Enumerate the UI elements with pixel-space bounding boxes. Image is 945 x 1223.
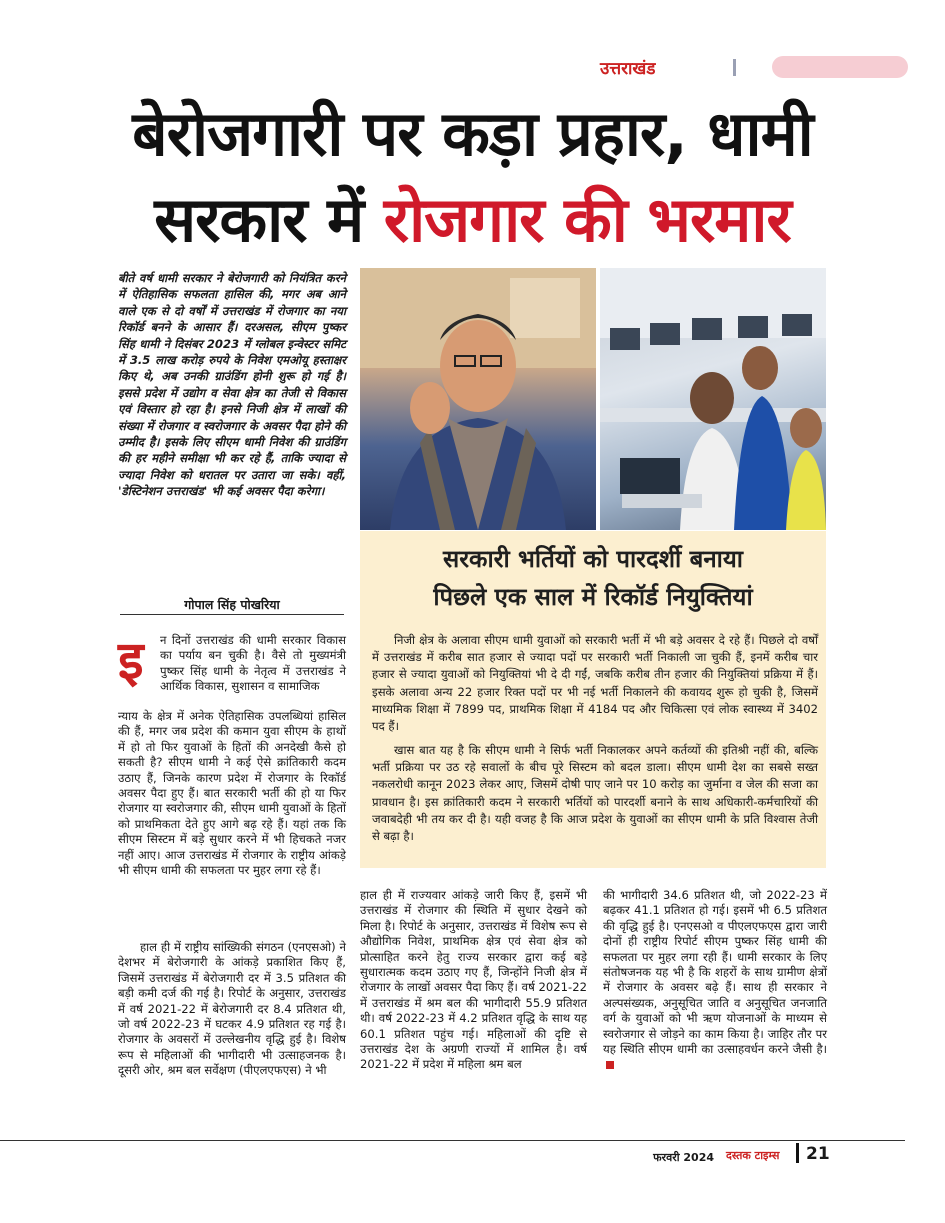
cm-portrait-photo [360,268,596,530]
body-column-1-middle: न्याय के क्षेत्र में अनेक ऐतिहासिक उपलब्धियां हासिल की हैं, मगर जब प्रदेश की कमान युवा सीएम के हाथों में हो तो फिर युवाओं के हितों की अनदेखी कैसे हो सकती है? सीएम धामी ने कई ऐसे क्रांतिकारी कदम उठाए हैं, जिनके कारण प्रदेश में रोजगार के रिकॉर्ड अवसर पैदा हुए हैं। बात सरकारी भर्ती की हो या फिर रोजगार या स्वरोजगार की, सीएम धामी युवाओं के हितों को प्राथमिकता देते हुए आगे बढ़ रहे हैं। यहां तक कि सीएम सिस्टम में बड़े सुधार करने में भी हिचकते नजर नहीं आए। आज उत्तराखंड में रोजगार के राष्ट्रीय आंकड़े भी सीएम धामी की सफलता पर मुहर लगा रहे हैं। [118,709,346,878]
footer-divider [796,1143,799,1163]
drop-cap: इ [118,631,144,691]
callout-title [380,540,806,616]
section-pill [772,56,908,78]
headline-line-1: बेरोजगारी पर कड़ा प्रहार, धामी [132,97,813,170]
byline-rule [120,614,344,615]
callout-paragraph-1: निजी क्षेत्र के अलावा सीएम धामी युवाओं को सरकारी भर्ती में भी बड़े अवसर दे रहे हैं। पिछले दो वर्षों में उत्तराखंड में करीब सात हजार से ज्यादा पदों पर सरकारी भर्ती निकाली जा चुकी हैं, इनमें करीब चार हजार से ज्यादा युवाओं को नियुक्तियां भी दे दी गईं, जबकि करीब तीन हजार की नियुक्तियां प्रक्रिया में हैं। इसके अलावा अन्य 22 हजार रिक्त पदों पर भी नई भर्ती निकालने की कवायद शुरू हो चुकी है, जिसमें माध्यमिक शिक्षा में 7899 पद, प्राथमिक शिक्षा में 4184 पद और चिकित्सा एवं लोक स्वास्थ्य में 3402 पद हैं। [372,633,818,734]
end-mark-icon [606,1061,614,1069]
footer-issue-date: फरवरी 2024 [653,1151,714,1164]
office-workers-photo [600,268,826,530]
page-number: 21 [806,1144,830,1164]
intro-paragraph: बीते वर्ष धामी सरकार ने बेरोजगारी को नियंत्रित करने में ऐतिहासिक सफलता हासिल की, मगर अब आने वाले एक से दो वर्षों में उत्तराखंड में रोजगार का नया रिकॉर्ड बनने के आसार हैं। दरअसल, सीएम पुष्कर सिंह धामी ने दिसंबर 2023 में ग्लोबल इन्वेस्टर समिट में 3.5 लाख करोड़ रुपये के निवेश एमओयू हस्ताक्षर किए थे, अब उनकी ग्राउंडिंग होनी शुरू हो गई है। इससे प्रदेश में उद्योग व सेवा क्षेत्र का तेजी से विकास एवं विस्तार हो रहा है। इनसे निजी क्षेत्र में लाखों की संख्या में रोजगार व स्वरोजगार के अवसर पैदा होने की उम्मीद है। इसके लिए सीएम धामी निवेश की ग्राउंडिंग की हर महीने समीक्षा भी कर रहे हैं, ताकि ज्यादा से ज्यादा निवेश को धरातल पर उतारा जा सके। वहीं, 'डेस्टिनेशन उत्तराखंड' भी कई अवसर पैदा करेगा। [118,271,346,499]
callout-paragraph-2: खास बात यह है कि सीएम धामी ने सिर्फ भर्ती निकालकर अपने कर्तव्यों की इतिश्री नहीं की, बल्कि भर्ती प्रक्रिया पर उठ रहे सवालों के बीच पूरे सिस्टम को बदल डाला। सीएम धामी देश का सबसे सख्त नकलरोधी कानून 2023 लेकर आए, जिसमें दोषी पाए जाने पर 10 करोड़ का जुर्माना व जेल की सजा का प्रावधान है। इस क्रांतिकारी कदम ने सरकारी भर्तियों को पारदर्शी बनाने के साथ अधिकारी-कर्मचारियों की जवाबदेही भी तय कर दी है। यही वजह है कि आज प्रदेश के युवाओं का सीएम धामी के प्रति विश्वास तेजी से बढ़ा है। [372,743,818,844]
headline-red-part: रोजगार की भरमार [383,183,791,256]
author-byline: गोपाल सिंह पोखरिया [184,597,280,612]
headline-line-2 [20,180,925,260]
body-column-1-top: न दिनों उत्तराखंड की धामी सरकार विकास का पर्याय बन चुकी है। वैसे तो मुख्यमंत्री पुष्कर सिंह धामी के नेतृत्व में उत्तराखंड ने आर्थिक विकास, सुशासन व सामाजिक [160,633,346,694]
body-column-3 [603,888,827,1073]
callout-title-line-2: पिछले एक साल में रिकॉर्ड नियुक्तियां [433,583,753,611]
body-column-2: हाल ही में राज्यवार आंकड़े जारी किए हैं, इसमें भी उत्तराखंड में रोजगार की स्थिति में सुधार देखने को मिला है। रिपोर्ट के अनुसार, उत्तराखंड में विशेष रूप से औद्योगिक निवेश, प्राथमिक क्षेत्र एवं सेवा क्षेत्र को प्रोत्साहित करने हेतु राज्य सरकार द्वारा कई बड़े सुधारात्मक कदम उठाए गए हैं, जिन्होंने निजी क्षेत्र में रोजगार के लाखों अवसर पैदा किए हैं। वर्ष 2021-22 में उत्तराखंड में श्रम बल की भागीदारी 55.9 प्रतिशत थी। वर्ष 2022-23 में 4.2 प्रतिशत वृद्धि के साथ यह 60.1 प्रतिशत पहुंच गई। महिलाओं की दृष्टि से उत्तराखंड देश के अग्रणी राज्यों में शामिल है। वर्ष 2021-22 में प्रदेश में महिला श्रम बल [360,888,587,1072]
section-divider [733,59,736,76]
body-column-3-text: की भागीदारी 34.6 प्रतिशत थी, जो 2022-23 में बढ़कर 41.1 प्रतिशत हो गई। इसमें भी 6.5 प्रतिशत की वृद्धि हुई है। एनएसओ व पीएलएफएस द्वारा जारी दोनों ही राष्ट्रीय रिपोर्ट सीएम पुष्कर सिंह धामी की सफलता पर मुहर लगा रही हैं। धामी सरकार के लिए संतोषजनक यह भी है कि शहरों के साथ ग्रामीण क्षेत्रों में रोजगार के अवसर बढ़े हैं। साथ ही सरकार ने अल्पसंख्यक, अनुसूचित जाति व अनुसूचित जनजाति वर्ग के युवाओं को भी ऋण योजनाओं के माध्यम से स्वरोजगार से जोड़ने का काम किया है। जाहिर तौर पर यह स्थिति सीएम धामी का उत्साहवर्धन करने जैसी है। [603,888,827,1057]
section-label: उत्तराखंड [600,59,656,79]
headline-black-part: सरकार में [154,183,384,256]
callout-title-line-1: सरकारी भर्तियों को पारदर्शी बनाया [442,545,743,573]
cm-portrait-illustration [360,268,596,530]
office-workers-illustration [600,268,826,530]
footer-rule [0,1140,905,1141]
body-column-1-bottom: हाल ही में राष्ट्रीय सांख्यिकी संगठन (एनएसओ) ने देशभर में बेरोजगारी के आंकड़े प्रकाशित किए हैं, जिसमें उत्तराखंड में बेरोजगारी दर में 3.5 प्रतिशत की बड़ी कमी दर्ज की गई है। रिपोर्ट के अनुसार, उत्तराखंड में वर्ष 2021-22 में बेरोजगारी दर 8.4 प्रतिशत थी, जो वर्ष 2022-23 में घटकर 4.9 प्रतिशत रह गई है। रोजगार के अवसरों में उल्लेखनीय वृद्धि हुई है। विशेष रूप से महिलाओं की भागीदारी भी उत्साहजनक है। दूसरी ओर, श्रम बल सर्वेक्षण (पीएलएफएस) ने भी [118,940,346,1078]
footer-magazine-logo: दस्तक टाइम्स [726,1149,780,1162]
